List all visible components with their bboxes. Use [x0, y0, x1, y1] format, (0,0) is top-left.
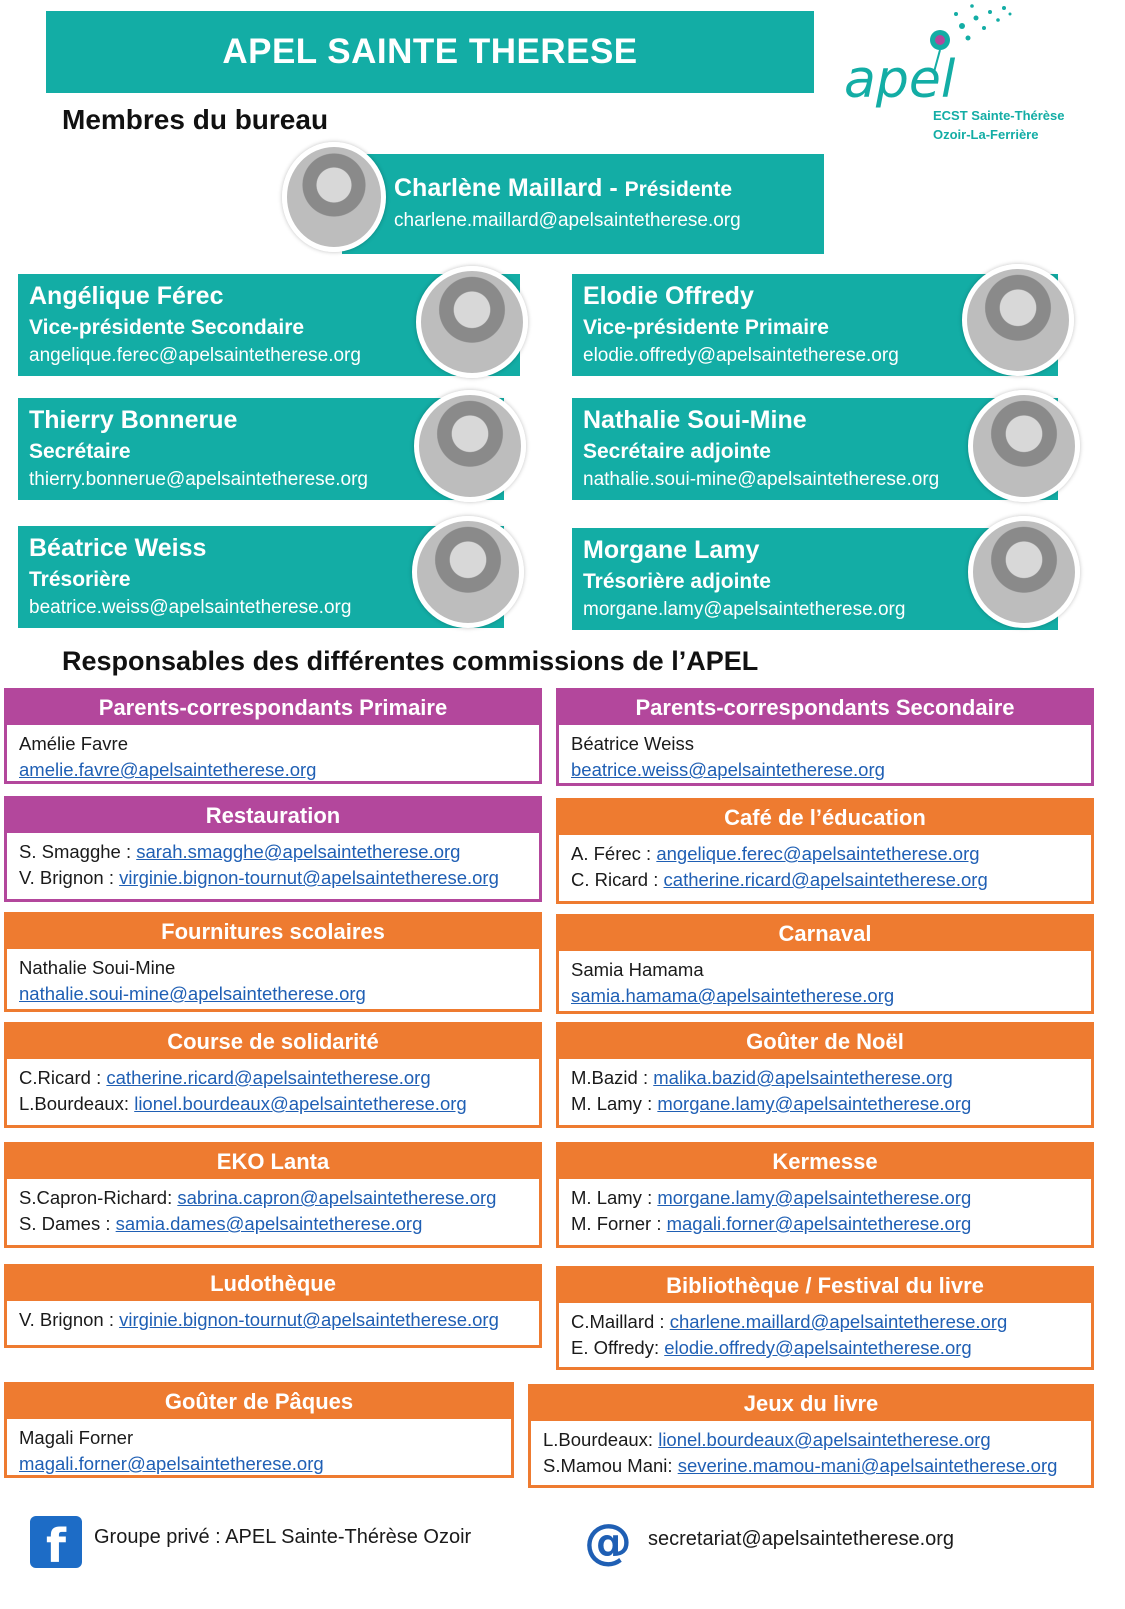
commission-title: Café de l’éducation [559, 801, 1091, 835]
commission-title: Course de solidarité [7, 1025, 539, 1059]
contact-email-link[interactable]: elodie.offredy@apelsaintetherese.org [664, 1337, 972, 1358]
contact-email-link[interactable]: samia.dames@apelsaintetherese.org [115, 1213, 423, 1234]
commission-line [19, 955, 527, 981]
member-name: Thierry Bonnerue [29, 406, 238, 434]
contact-name: L.Bourdeaux: [19, 1093, 135, 1114]
contact-email-link[interactable]: sabrina.capron@apelsaintetherese.org [177, 1187, 497, 1208]
contact-name: S.Mamou Mani: [543, 1455, 678, 1476]
contact-name: M.Bazid : [571, 1067, 654, 1088]
member-email[interactable]: nathalie.soui-mine@apelsaintetherese.org [583, 469, 940, 490]
member-role: Trésorière adjointe [583, 570, 771, 593]
commission-line [19, 865, 527, 891]
facebook-icon[interactable]: f [30, 1516, 82, 1568]
commission-title: Kermesse [559, 1145, 1091, 1179]
contact-name: M. Forner : [571, 1213, 667, 1234]
commission-box [4, 1142, 542, 1248]
member-photo [414, 390, 526, 502]
member-photo [412, 516, 524, 628]
member-name: Angélique Férec [29, 282, 224, 310]
commission-box [4, 688, 542, 784]
commission-line [571, 1065, 1079, 1091]
contact-name: Béatrice Weiss [571, 733, 695, 754]
commission-title: Restauration [7, 799, 539, 833]
commission-line [571, 841, 1079, 867]
contact-name: C. Ricard : [571, 869, 664, 890]
member-name: Elodie Offredy [583, 282, 754, 310]
commission-line [19, 1211, 527, 1237]
commission-title: Ludothèque [7, 1267, 539, 1301]
member-email[interactable]: thierry.bonnerue@apelsaintetherese.org [29, 469, 368, 490]
commission-line [571, 757, 1079, 783]
contact-name: E. Offredy: [571, 1337, 665, 1358]
contact-email-link[interactable]: lionel.bourdeaux@apelsaintetherese.org [658, 1429, 991, 1450]
contact-email-link[interactable]: virginie.bignon-tournut@apelsaintetherese.org [119, 1309, 499, 1330]
commission-line [19, 731, 527, 757]
commission-title: Jeux du livre [531, 1387, 1091, 1421]
contact-email-link[interactable]: magali.forner@apelsaintetherese.org [666, 1213, 972, 1234]
contact-name: A. Férec : [571, 843, 657, 864]
commission-box [4, 796, 542, 902]
contact-email-link[interactable]: samia.hamama@apelsaintetherese.org [571, 985, 895, 1006]
contact-name: V. Brignon : [19, 867, 120, 888]
contact-name: S. Smagghe : [19, 841, 137, 862]
member-name: Béatrice Weiss [29, 534, 207, 562]
commission-title: Goûter de Noël [559, 1025, 1091, 1059]
member-email[interactable]: beatrice.weiss@apelsaintetherese.org [29, 597, 352, 618]
member-name: Nathalie Soui-Mine [583, 406, 807, 434]
commission-line [19, 1185, 527, 1211]
contact-email-link[interactable]: magali.forner@apelsaintetherese.org [19, 1453, 324, 1474]
contact-name: M. Lamy : [571, 1093, 658, 1114]
member-role: Trésorière [29, 568, 131, 591]
contact-email-link[interactable]: morgane.lamy@apelsaintetherese.org [657, 1093, 972, 1114]
member-role: Secrétaire adjointe [583, 440, 771, 463]
commission-box [556, 914, 1094, 1014]
contact-email-link[interactable]: charlene.maillard@apelsaintetherese.org [669, 1311, 1008, 1332]
contact-email-link[interactable]: lionel.bourdeaux@apelsaintetherese.org [134, 1093, 467, 1114]
logo-line1: ECST Sainte-Thérèse [933, 108, 1065, 123]
at-icon: @ [584, 1514, 632, 1570]
commission-line [571, 867, 1079, 893]
commission-line [19, 1307, 527, 1333]
contact-name: C.Maillard : [571, 1311, 670, 1332]
contact-email-link[interactable]: sarah.smagghe@apelsaintetherese.org [136, 841, 461, 862]
commission-line [19, 1425, 499, 1451]
commission-line [571, 1091, 1079, 1117]
commission-line [571, 1309, 1079, 1335]
contact-email-link[interactable]: amelie.favre@apelsaintetherese.org [19, 759, 317, 780]
member-role: Vice-présidente Primaire [583, 316, 829, 339]
member-photo [968, 390, 1080, 502]
contact-name: Samia Hamama [571, 959, 704, 980]
contact-name: Magali Forner [19, 1427, 134, 1448]
commission-line [543, 1427, 1079, 1453]
commission-title: Goûter de Pâques [7, 1385, 511, 1419]
commission-box [4, 1382, 514, 1478]
section-title-bureau: Membres du bureau [62, 104, 329, 135]
contact-email-link[interactable]: catherine.ricard@apelsaintetherese.org [663, 869, 988, 890]
commission-box [556, 1266, 1094, 1370]
member-email[interactable]: elodie.offredy@apelsaintetherese.org [583, 345, 899, 366]
contact-email-link[interactable]: nathalie.soui-mine@apelsaintetherese.org [19, 983, 366, 1004]
commission-line [571, 731, 1079, 757]
commission-box [556, 1022, 1094, 1128]
member-email[interactable]: morgane.lamy@apelsaintetherese.org [583, 599, 906, 620]
apel-logo [840, 2, 1090, 152]
commission-box [4, 1022, 542, 1128]
commission-line [19, 1091, 527, 1117]
member-role: Secrétaire [29, 440, 131, 463]
contact-email-link[interactable]: malika.bazid@apelsaintetherese.org [653, 1067, 953, 1088]
commission-line [19, 1451, 499, 1477]
contact-name: V. Brignon : [19, 1309, 120, 1330]
president-card [342, 154, 824, 254]
commission-line [19, 757, 527, 783]
member-photo [416, 266, 528, 378]
contact-email-link[interactable]: morgane.lamy@apelsaintetherese.org [657, 1187, 972, 1208]
commission-box [556, 798, 1094, 904]
contact-email-link[interactable]: virginie.bignon-tournut@apelsaintetherese.org [119, 867, 499, 888]
contact-email-link[interactable]: beatrice.weiss@apelsaintetherese.org [571, 759, 885, 780]
president-email[interactable]: charlene.maillard@apelsaintetherese.org [394, 210, 741, 231]
president-name: Charlène Maillard [394, 174, 603, 202]
commission-title: Fournitures scolaires [7, 915, 539, 949]
contact-name: C.Ricard : [19, 1067, 107, 1088]
commission-line [19, 1065, 527, 1091]
commission-line [571, 1185, 1079, 1211]
commission-box [4, 912, 542, 1012]
contact-name: Amélie Favre [19, 733, 128, 754]
section-title-commissions: Responsables des différentes commissions de l’APEL [62, 646, 759, 676]
logo-wordmark: apel [844, 50, 956, 110]
commission-line [19, 981, 527, 1007]
commission-title: Parents-correspondants Primaire [7, 691, 539, 725]
logo-line2: Ozoir-La-Ferrière [933, 127, 1039, 142]
commission-line [571, 983, 1079, 1009]
member-photo [962, 264, 1074, 376]
commission-line [571, 1335, 1079, 1361]
commission-line [19, 839, 527, 865]
commission-line [571, 957, 1079, 983]
commission-line [543, 1453, 1079, 1479]
member-name: Morgane Lamy [583, 536, 760, 564]
commission-box [4, 1264, 542, 1348]
contact-email-link[interactable]: severine.mamou-mani@apelsaintetherese.org [677, 1455, 1058, 1476]
contact-email-link[interactable]: angelique.ferec@apelsaintetherese.org [656, 843, 980, 864]
contact-email-link[interactable]: catherine.ricard@apelsaintetherese.org [106, 1067, 431, 1088]
member-role: Vice-présidente Secondaire [29, 316, 305, 339]
contact-name: S.Capron-Richard: [19, 1187, 178, 1208]
president-role: Présidente [624, 178, 733, 201]
commission-box [556, 688, 1094, 786]
commission-line [571, 1211, 1079, 1237]
contact-email[interactable]: secretariat@apelsaintetherese.org [648, 1528, 955, 1550]
commission-title: Bibliothèque / Festival du livre [559, 1269, 1091, 1303]
member-email[interactable]: angelique.ferec@apelsaintetherese.org [29, 345, 361, 366]
commission-box [556, 1142, 1094, 1248]
contact-name: L.Bourdeaux: [543, 1429, 659, 1450]
contact-name: M. Lamy : [571, 1187, 658, 1208]
commission-title: Carnaval [559, 917, 1091, 951]
page-title: APEL SAINTE THERESE [46, 11, 814, 93]
president-separator: - [602, 174, 625, 202]
president-photo [282, 142, 386, 252]
commission-title: Parents-correspondants Secondaire [559, 691, 1091, 725]
commission-title: EKO Lanta [7, 1145, 539, 1179]
contact-name: Nathalie Soui-Mine [19, 957, 176, 978]
commission-box [528, 1384, 1094, 1488]
member-photo [968, 516, 1080, 628]
contact-name: S. Dames : [19, 1213, 116, 1234]
facebook-group-text: Groupe privé : APEL Sainte-Thérèse Ozoir [94, 1526, 472, 1548]
